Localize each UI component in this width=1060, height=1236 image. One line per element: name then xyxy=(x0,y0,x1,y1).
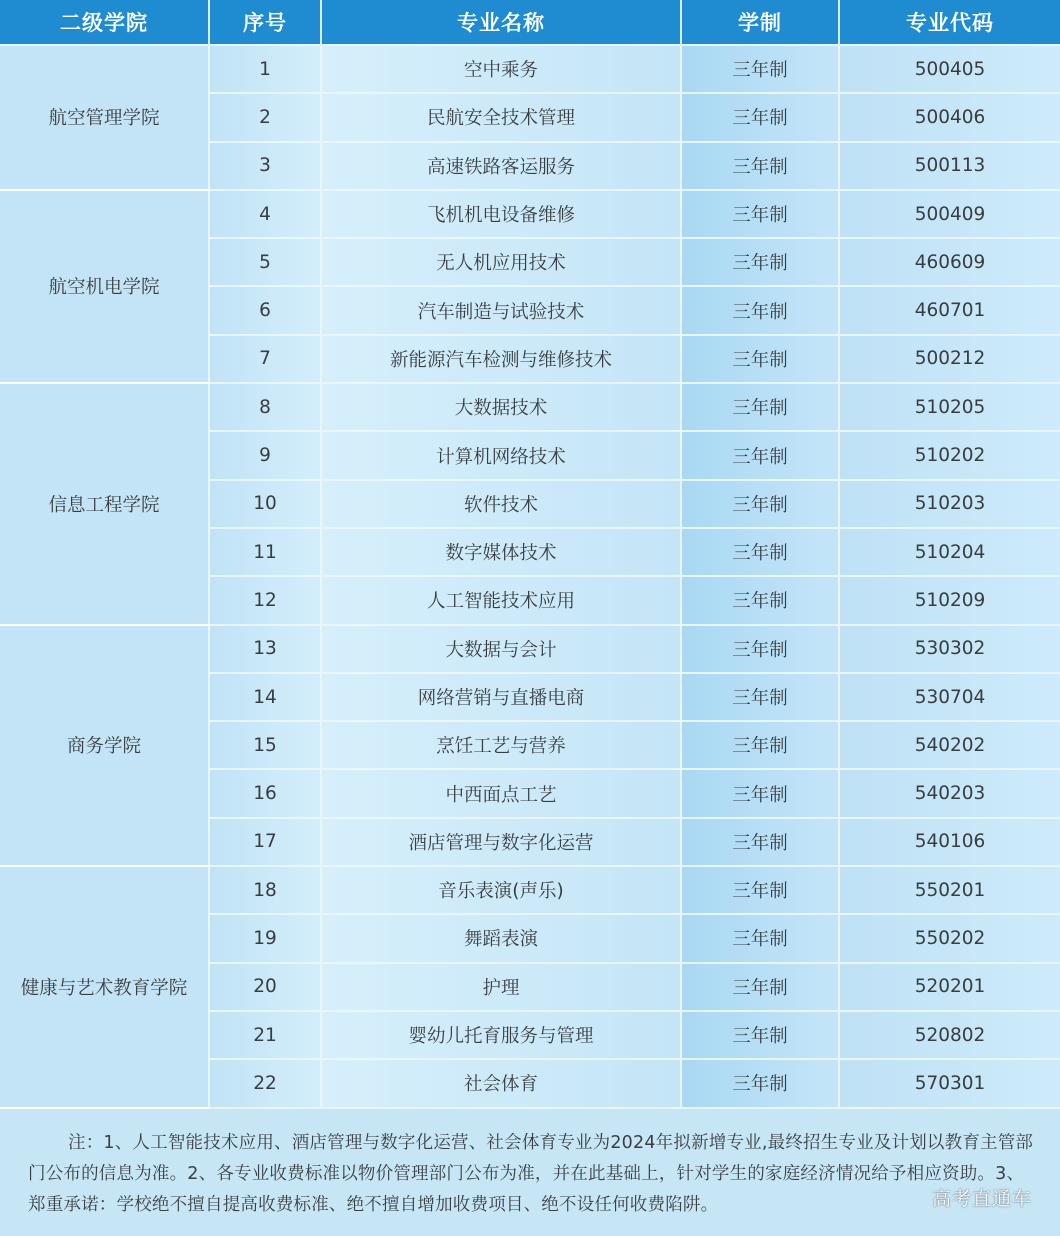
major-code-cell: 520802 xyxy=(839,1011,1060,1059)
major-code-cell: 500212 xyxy=(839,335,1060,383)
duration-cell: 三年制 xyxy=(681,45,839,93)
major-code-cell: 570301 xyxy=(839,1059,1060,1107)
table-row xyxy=(0,625,1060,673)
major-name-cell: 飞机机电设备维修 xyxy=(321,190,681,238)
header-duration: 学制 xyxy=(681,0,839,45)
major-code-cell: 510204 xyxy=(839,528,1060,576)
duration-cell: 三年制 xyxy=(681,335,839,383)
number-cell: 4 xyxy=(209,190,321,238)
major-name-cell: 高速铁路客运服务 xyxy=(321,142,681,190)
duration-cell: 三年制 xyxy=(681,769,839,817)
major-code-cell: 510202 xyxy=(839,431,1060,479)
major-name-cell: 大数据技术 xyxy=(321,383,681,431)
number-cell: 9 xyxy=(209,431,321,479)
number-cell: 5 xyxy=(209,238,321,286)
major-name-cell: 数字媒体技术 xyxy=(321,528,681,576)
number-cell: 12 xyxy=(209,576,321,624)
header-major-name: 专业名称 xyxy=(321,0,681,45)
number-cell: 1 xyxy=(209,45,321,93)
major-code-cell: 510209 xyxy=(839,576,1060,624)
table-row xyxy=(0,866,1060,914)
major-code-cell: 540106 xyxy=(839,818,1060,866)
duration-cell: 三年制 xyxy=(681,383,839,431)
duration-cell: 三年制 xyxy=(681,480,839,528)
major-name-cell: 民航安全技术管理 xyxy=(321,93,681,141)
major-code-cell: 460701 xyxy=(839,286,1060,334)
number-cell: 20 xyxy=(209,963,321,1011)
college-cell: 航空机电学院 xyxy=(0,190,209,383)
number-cell: 2 xyxy=(209,93,321,141)
duration-cell: 三年制 xyxy=(681,721,839,769)
number-cell: 18 xyxy=(209,866,321,914)
duration-cell: 三年制 xyxy=(681,866,839,914)
number-cell: 7 xyxy=(209,335,321,383)
major-code-cell: 550201 xyxy=(839,866,1060,914)
table-row xyxy=(0,190,1060,238)
major-name-cell: 婴幼儿托育服务与管理 xyxy=(321,1011,681,1059)
major-name-cell: 烹饪工艺与营养 xyxy=(321,721,681,769)
major-code-cell: 540202 xyxy=(839,721,1060,769)
major-name-cell: 护理 xyxy=(321,963,681,1011)
major-code-cell: 520201 xyxy=(839,963,1060,1011)
major-name-cell: 无人机应用技术 xyxy=(321,238,681,286)
major-code-cell: 500405 xyxy=(839,45,1060,93)
table-body xyxy=(0,45,1060,1108)
major-code-cell: 500406 xyxy=(839,93,1060,141)
header-row xyxy=(0,0,1060,45)
duration-cell: 三年制 xyxy=(681,576,839,624)
duration-cell: 三年制 xyxy=(681,528,839,576)
duration-cell: 三年制 xyxy=(681,963,839,1011)
major-code-cell: 550202 xyxy=(839,914,1060,962)
table-row xyxy=(0,45,1060,93)
major-name-cell: 软件技术 xyxy=(321,480,681,528)
duration-cell: 三年制 xyxy=(681,142,839,190)
duration-cell: 三年制 xyxy=(681,190,839,238)
number-cell: 22 xyxy=(209,1059,321,1107)
table-header xyxy=(0,0,1060,45)
major-code-cell: 510203 xyxy=(839,480,1060,528)
number-cell: 10 xyxy=(209,480,321,528)
number-cell: 15 xyxy=(209,721,321,769)
duration-cell: 三年制 xyxy=(681,818,839,866)
major-code-cell: 460609 xyxy=(839,238,1060,286)
header-college: 二级学院 xyxy=(0,0,209,45)
number-cell: 19 xyxy=(209,914,321,962)
major-code-cell: 540203 xyxy=(839,769,1060,817)
major-name-cell: 大数据与会计 xyxy=(321,625,681,673)
college-cell: 航空管理学院 xyxy=(0,45,209,190)
watermark: 高考直通车 xyxy=(931,1188,1032,1210)
major-code-cell: 500113 xyxy=(839,142,1060,190)
number-cell: 13 xyxy=(209,625,321,673)
duration-cell: 三年制 xyxy=(681,914,839,962)
number-cell: 6 xyxy=(209,286,321,334)
number-cell: 3 xyxy=(209,142,321,190)
college-cell: 健康与艺术教育学院 xyxy=(0,866,209,1107)
number-cell: 11 xyxy=(209,528,321,576)
duration-cell: 三年制 xyxy=(681,673,839,721)
major-name-cell: 计算机网络技术 xyxy=(321,431,681,479)
major-name-cell: 汽车制造与试验技术 xyxy=(321,286,681,334)
major-name-cell: 社会体育 xyxy=(321,1059,681,1107)
number-cell: 16 xyxy=(209,769,321,817)
number-cell: 17 xyxy=(209,818,321,866)
number-cell: 14 xyxy=(209,673,321,721)
major-code-cell: 530704 xyxy=(839,673,1060,721)
major-code-cell: 500409 xyxy=(839,190,1060,238)
college-cell: 信息工程学院 xyxy=(0,383,209,624)
major-name-cell: 人工智能技术应用 xyxy=(321,576,681,624)
college-cell: 商务学院 xyxy=(0,625,209,866)
major-code-cell: 510205 xyxy=(839,383,1060,431)
duration-cell: 三年制 xyxy=(681,1059,839,1107)
major-name-cell: 空中乘务 xyxy=(321,45,681,93)
duration-cell: 三年制 xyxy=(681,625,839,673)
header-number: 序号 xyxy=(209,0,321,45)
table-row xyxy=(0,383,1060,431)
major-name-cell: 新能源汽车检测与维修技术 xyxy=(321,335,681,383)
duration-cell: 三年制 xyxy=(681,1011,839,1059)
major-name-cell: 舞蹈表演 xyxy=(321,914,681,962)
footnote: 注：1、人工智能技术应用、酒店管理与数字化运营、社会体育专业为2024年拟新增专业,最终招生专业及计划以教育主管部门公布的信息为准。2、各专业收费标准以物价管理部门公布为准，并在此基础上，针对学生的家庭经济情况给予相应资助。3、郑重承诺：学校绝不擅自提高收费标准、绝不擅自增加收费项目、绝不设任何收费陷阱。 xyxy=(28,1133,1034,1215)
major-name-cell: 酒店管理与数字化运营 xyxy=(321,818,681,866)
duration-cell: 三年制 xyxy=(681,238,839,286)
major-name-cell: 网络营销与直播电商 xyxy=(321,673,681,721)
header-major-code: 专业代码 xyxy=(839,0,1060,45)
duration-cell: 三年制 xyxy=(681,93,839,141)
major-name-cell: 音乐表演(声乐) xyxy=(321,866,681,914)
number-cell: 21 xyxy=(209,1011,321,1059)
duration-cell: 三年制 xyxy=(681,431,839,479)
major-code-cell: 530302 xyxy=(839,625,1060,673)
duration-cell: 三年制 xyxy=(681,286,839,334)
major-name-cell: 中西面点工艺 xyxy=(321,769,681,817)
number-cell: 8 xyxy=(209,383,321,431)
